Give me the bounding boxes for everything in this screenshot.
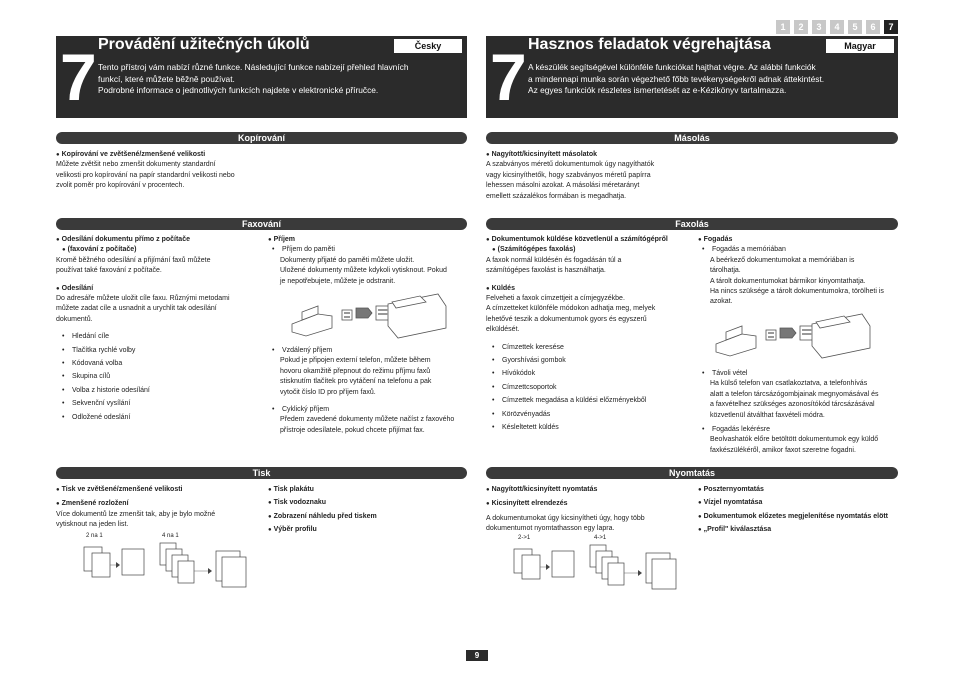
fax-receive-section: ● Fogadás • Fogadás a memóriában A beérkező dokumentumokat a memóriában is tárolhatja. A tárolt dokumentumokat bármikor kinyomtathatja. Ha nincs szüksége a tárolt dokumentumokra, törölheti is azokat. [698, 235, 903, 308]
list-item: • Hledání cíle [62, 332, 261, 342]
print-features: ● Tisk plakátu ● Tisk vodoznaku ● Zobrazení náhledu před tiskem ● Výběr profilu [268, 485, 468, 536]
fax-receive-section: ● Příjem • Příjem do paměti Dokumenty přijaté do paměti můžete uložit. Uložené dokumenty můžete kdykoli vytisknout. Pokud je nepotřebujete, můžete je odstranit. [268, 235, 468, 287]
list-item: • Címzettek megadása a küldési előzményekből [492, 396, 691, 406]
page-title: Provádění užitečných úkolů [98, 36, 310, 53]
list-item: • Sekvenční vysílání [62, 399, 261, 409]
fax-remote-section: • Távoli vétel Ha külső telefon van csatlakoztatva, a telefonhívás alatt a telefon tárcsázógombjainak megnyomásával és a faxvételhez szükséges azonosítókód tárcsázásával közvetlenül átválthat faxvételi módra. • Fogadás lekérésre Beolvashatók előre betöltött dokumentumok egy küldő faxkészülékéről, amikor faxot szeretne fogadni. [698, 369, 903, 456]
section-bar-print: Nyomtatás [486, 467, 898, 479]
list-item: • Volba z historie odesílání [62, 386, 261, 396]
list-item: • Odložené odeslání [62, 413, 261, 423]
layout-label: 2 na 1 [86, 533, 103, 539]
intro-text: Tento přístroj vám nabízí různé funkce. Následující funkce nabízejí přehled hlavních funkcí, které můžete běžně používat. Podrobné informace o jednotlivých funkcích najdete v elektronické příručce. [98, 62, 409, 95]
fax-send-section: ● Odesílání dokumentu přímo z počítače ● (faxování z počítače) Kromě běžného odesílání a přijímání faxů můžete používat také faxování z počítače. ● Odesílání Do adresáře můžete uložit cíle faxu. Různými metodami můžete zadat cíle a usnadnit a urychlit tak odesílání dokumentů. • Hledání cíle • Tlačítka rychlé volby • Kódovaná volba • Skupina cílů • Volba z historie odesílání • Sekvenční vysílání • Odložené odeslání [56, 235, 261, 426]
list-item: • Késleltetett küldés [492, 423, 691, 433]
page-tab[interactable]: 4 [830, 20, 844, 34]
print-section: ● Tisk ve zvětšené/zmenšené velikosti ● Zmenšené rozložení Více dokumentů lze zmenšit tak, aby je bylo možné vytisknout na jeden list. [56, 485, 266, 531]
section-bar-print: Tisk [56, 467, 467, 479]
reduced-layout-illustration [82, 541, 262, 599]
section-bar-copy: Kopírování [56, 132, 467, 144]
page-number: 9 [466, 650, 488, 661]
language-badge: Magyar [826, 39, 894, 53]
list-item: • Hívókódok [492, 369, 691, 379]
print-features: ● Poszternyomtatás ● Vízjel nyomtatása ● Dokumentumok előzetes megjelenítése nyomtatás elött ● „Profil" kiválasztása [698, 485, 903, 536]
page-tab[interactable]: 6 [866, 20, 880, 34]
page-title: Hasznos feladatok végrehajtása [528, 36, 771, 53]
destination-list [492, 343, 691, 434]
page-tab[interactable]: 1 [776, 20, 790, 34]
layout-label: 4 na 1 [162, 533, 179, 539]
list-item: • Gyorshívási gombok [492, 356, 691, 366]
section-bar-fax: Faxolás [486, 218, 898, 230]
page-tab[interactable]: 5 [848, 20, 862, 34]
copy-section: ● Nagyított/kicsinyített másolatok A szabványos méretű dokumentumok úgy nagyíthatók vagy kicsinyíthetők, hogy szabványos méretű papírra lehessen másolni azokat. A másolási méretarányt emellett százalékos formában is megadhatja. [486, 150, 706, 202]
copy-section: ● Kopírování ve zvětšené/zmenšené velikosti Můžete zvětšit nebo zmenšit dokumenty standardní velikosti pro kopírování na papír standardní velikosti nebo zvolit poměr pro kopírování v procentech. [56, 150, 276, 192]
page-tab[interactable]: 2 [794, 20, 808, 34]
chapter-number: 7 [490, 40, 527, 114]
list-item: • Címzettek keresése [492, 343, 691, 353]
layout-label: 2->1 [518, 535, 531, 541]
print-section: ● Nagyított/kicsinyített nyomtatás ● Kicsinyített elrendezés A dokumentumokat úgy kicsinyítheti úgy, hogy több dokumentumot nyomtathasson egy lapra. [486, 485, 696, 535]
section-bar-copy: Másolás [486, 132, 898, 144]
destination-list [62, 332, 261, 423]
page-tab-active[interactable]: 7 [884, 20, 898, 34]
list-item: • Körözvényadás [492, 410, 691, 420]
layout-label: 4->1 [594, 535, 607, 541]
chapter-number: 7 [60, 40, 97, 114]
fax-subheading: ● (faxování z počítače) [56, 245, 261, 255]
intro-text: A készülék segítségével különféle funkciókat hajthat végre. Az alábbi funkciók a mindennapi munka során végezhető főbb tevékenységekről adnak áttekintést. Az egyes funkciók részletes ismertetését az e-Kézikönyv tartalmazza. [528, 62, 825, 95]
page-tabs [776, 20, 898, 34]
reduced-layout-illustration [512, 543, 692, 601]
fax-remote-section: • Vzdálený příjem Pokud je připojen externí telefon, můžete během hovoru okamžitě přepnout do režimu příjmu faxů stisknutím tlačítek pro vytáčení na telefonu a pak vytočit číslo ID pro příjem faxů. • Cyklický příjem Předem zavedené dokumenty můžete načíst z faxového přístroje odesílatele, pokud chcete přijímat fax. [268, 346, 473, 436]
list-item: • Skupina cílů [62, 372, 261, 382]
left-header-banner [56, 36, 467, 118]
fax-send-section: ● Dokumentumok küldése közvetlenül a számítógépről ● (Számítógépes faxolás) A faxok normál küldésén és fogadásán túl a számítógépes faxolást is használhatja. ● Küldés Felveheti a faxok címzettjeit a címjegyzékbe. A címzetteket különféle módokon adhatja meg, melyek lehetővé teszik a dokumentumok gyors és egyszerű elküldését. • Címzettek keresése • Gyorshívási gombok • Hívókódok • Címzettcsoportok • Címzettek megadása a küldési előzményekből • Körözvényadás • Késleltetett küldés [486, 235, 691, 437]
list-item: • Kódovaná volba [62, 359, 261, 369]
section-bar-fax: Faxování [56, 218, 467, 230]
fax-machine-illustration [288, 292, 448, 340]
language-badge: Česky [394, 39, 462, 53]
list-item: • Tlačítka rychlé volby [62, 346, 261, 356]
list-item: • Címzettcsoportok [492, 383, 691, 393]
fax-machine-illustration [712, 310, 872, 360]
right-header-banner [486, 36, 898, 118]
fax-subheading: ● (Számítógépes faxolás) [486, 245, 691, 255]
page-tab[interactable]: 3 [812, 20, 826, 34]
